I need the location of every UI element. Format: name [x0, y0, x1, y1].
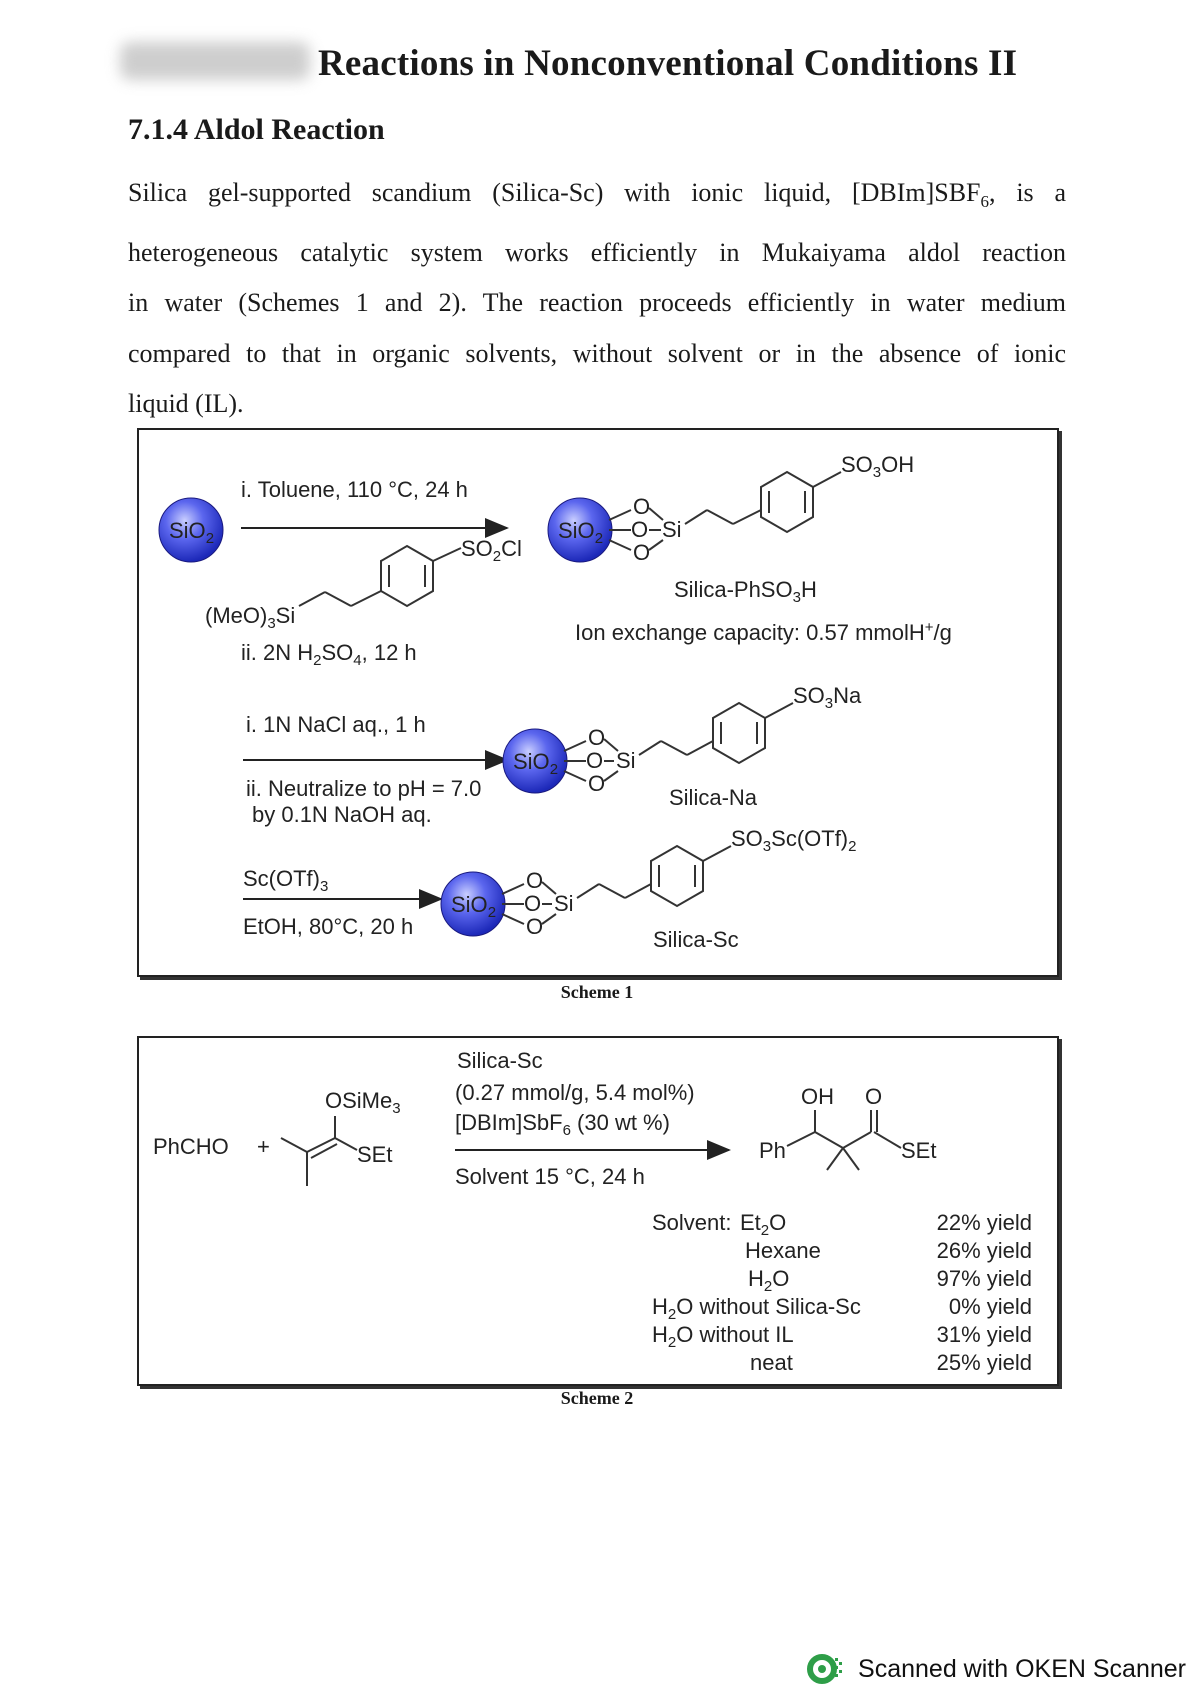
silica-phso3h-structure	[548, 472, 841, 565]
step2-condition-bottom-2: by 0.1N NaOH aq.	[252, 802, 432, 827]
svg-text:O: O	[633, 494, 651, 519]
result-yield: 22% yield	[936, 1210, 1032, 1235]
product3-name: Silica-Sc	[653, 927, 739, 952]
oken-scanner-logo-icon	[806, 1652, 846, 1686]
svg-text:O: O	[633, 540, 651, 565]
plus-sign: +	[257, 1134, 270, 1159]
reagent-silane: $(MeO)_3Si$	[205, 603, 296, 632]
result-solvent: neat	[750, 1350, 793, 1375]
reactant-benzaldehyde: PhCHO	[153, 1134, 229, 1159]
product1-name: Silica-PhSO$_3$H	[674, 577, 817, 606]
svg-text:SiO2: SiO$_2$	[513, 749, 559, 778]
condition-ionic-liquid: [DBIm]SbF$_6$ (30 wt %)	[455, 1110, 670, 1139]
paragraph-line: Silica gel-supported scandium (Silica-Sc) with ionic liquid, $[DBIm]SBF_6$, is a	[128, 178, 1066, 212]
section-heading: 7.1.4 Aldol Reaction	[128, 113, 385, 146]
result-solvent: $H_2O$ without IL	[652, 1322, 794, 1351]
result-yield: 26% yield	[936, 1238, 1032, 1263]
svg-text:Si: Si	[554, 891, 574, 916]
product1-sulfonic-acid-group: $SO_3OH$	[841, 452, 915, 481]
paragraph-line: heterogeneous catalytic system works efficiently in Mukaiyama aldol reaction	[128, 237, 1066, 267]
svg-text:O: O	[586, 748, 604, 773]
result-solvent: $H_2O$ without Silica-Sc	[652, 1294, 861, 1323]
silica-sc-structure	[441, 846, 731, 939]
redacted-lecture-label	[120, 42, 310, 80]
svg-text:SiO2: SiO$_2$	[451, 892, 497, 921]
reactant2-osime3: OSiMe$_3$	[325, 1088, 401, 1117]
scheme-2-box	[137, 1036, 1059, 1386]
scheme-1-caption: Scheme 1	[560, 982, 634, 1002]
product2-name: Silica-Na	[669, 785, 758, 810]
svg-text:Si: Si	[616, 748, 636, 773]
result-yield: 0% yield	[948, 1294, 1032, 1319]
product3-scandium-group: $SO_3Sc(OTf)_2$	[731, 826, 857, 855]
step3-condition-top: $Sc(OTf)_3$	[243, 866, 329, 895]
step2-condition-top: i. 1N NaCl aq., 1 h	[246, 712, 426, 737]
silica-na-structure	[503, 703, 793, 796]
scheme-1-drawing	[139, 430, 1057, 975]
step2-condition-bottom-1: ii. Neutralize to pH = 7.0	[246, 776, 482, 801]
page-title: Reactions in Nonconventional Conditions II	[318, 43, 1018, 84]
body-paragraph	[128, 168, 1066, 430]
paragraph-line: compared to that in organic solvents, without solvent or in the absence of ionic	[128, 338, 1066, 368]
result-solvent: Hexane	[745, 1238, 821, 1263]
step1-condition-top: i. Toluene, 110 °C, 24 h	[241, 477, 468, 502]
svg-text:O: O	[588, 725, 606, 750]
step1-condition-bottom: ii. 2N $H_2SO_4$, 12 h	[241, 640, 417, 669]
result-solvent: $H_2O$	[748, 1266, 790, 1295]
svg-text:O: O	[526, 914, 544, 939]
paragraph-line: in water (Schemes 1 and 2). The reaction proceeds efficiently in water medium	[128, 288, 1066, 318]
condition-catalyst: Silica-Sc	[457, 1048, 543, 1073]
silyl-ketene-acetal-structure	[281, 1116, 357, 1186]
svg-text:O: O	[526, 868, 544, 893]
svg-text:O: O	[588, 771, 606, 796]
svg-text:O: O	[524, 891, 542, 916]
scheme-2-caption: Scheme 2	[560, 1388, 634, 1408]
solvent-label: Solvent:	[652, 1210, 732, 1235]
svg-text:SiO2: SiO$_2$	[169, 518, 215, 547]
scanner-text: Scanned with OKEN Scanner	[858, 1654, 1186, 1683]
product-phenyl: Ph	[759, 1138, 786, 1163]
reagent-sulfonyl-chloride: $SO_2Cl$	[461, 536, 522, 565]
scheme-2-drawing	[139, 1038, 1057, 1384]
reactant2-set: SEt	[357, 1142, 393, 1167]
svg-text:SiO2: SiO$_2$	[558, 518, 604, 547]
result-yield: 25% yield	[936, 1350, 1032, 1375]
aldol-product-structure	[787, 1110, 901, 1170]
scanner-watermark	[806, 1652, 1186, 1686]
sio2-sphere-start	[159, 498, 223, 562]
product-carbonyl-oxygen: O	[865, 1084, 883, 1109]
condition-loading: (0.27 mmol/g, 5.4 mol%)	[455, 1080, 695, 1105]
condition-solvent-temp: Solvent 15 °C, 24 h	[455, 1164, 645, 1189]
paragraph-line: liquid (IL).	[128, 389, 244, 419]
result-yield: 31% yield	[936, 1322, 1032, 1347]
product-hydroxyl: OH	[801, 1084, 834, 1109]
scheme-1-box	[137, 428, 1059, 977]
svg-text:Si: Si	[662, 517, 682, 542]
product2-sulfonate-group: $SO_3Na$	[793, 683, 862, 712]
reagent-benzene-ring	[299, 546, 461, 606]
ion-exchange-capacity: Ion exchange capacity: 0.57 mmolH+/g	[575, 619, 952, 645]
result-solvent: $Et_2O$	[740, 1210, 787, 1239]
result-yield: 97% yield	[936, 1266, 1032, 1291]
step3-condition-bottom: EtOH, 80°C, 20 h	[243, 914, 414, 939]
svg-text:O: O	[631, 517, 649, 542]
product-set: SEt	[901, 1138, 937, 1163]
